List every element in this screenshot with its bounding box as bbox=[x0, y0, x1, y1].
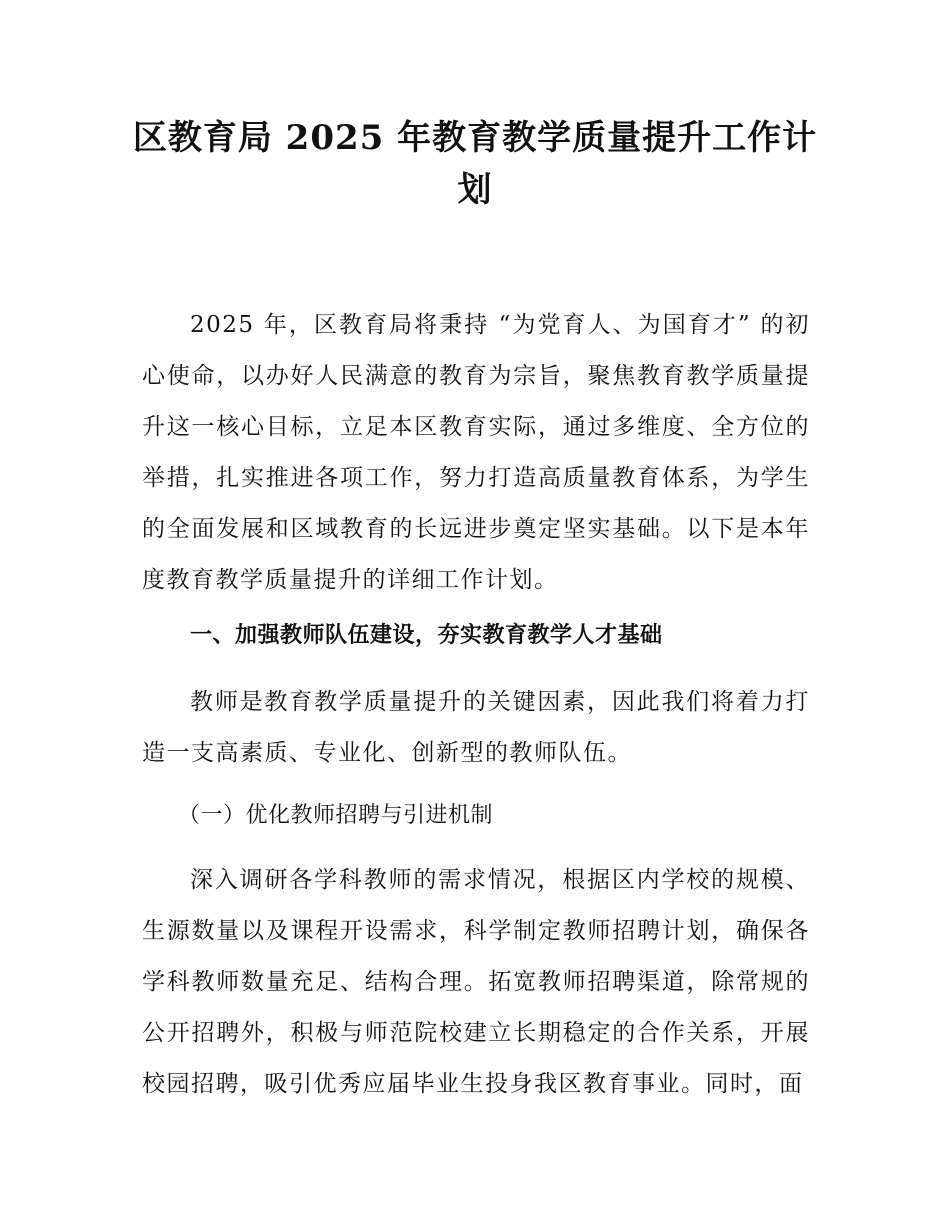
intro-paragraph: 2025 年，区教育局将秉持 “为党育人、为国育才” 的初心使命，以办好人民满意的教育为宗旨，聚焦教育教学质量提升这一核心目标，立足本区教育实际，通过多维度、全方位的举措，扎实推进各项工作，努力打造高质量教育体系，为学生的全面发展和区域教育的长远进步奠定坚实基础。以下是本年度教育教学质量提升的详细工作计划。 bbox=[142, 312, 810, 593]
section-paragraph: 教师是教育教学质量提升的关键因素，因此我们将着力打造一支高素质、专业化、创新型的教师队伍。 bbox=[142, 689, 810, 766]
subsection-paragraph: 深入调研各学科教师的需求情况，根据区内学校的规模、生源数量以及课程开设需求，科学制定教师招聘计划，确保各学科教师数量充足、结构合理。拓宽教师招聘渠道，除常规的公开招聘外，积极与师范院校建立长期稳定的合作关系，开展校园招聘，吸引优秀应届毕业生投身我区教育事业。同时，面 bbox=[142, 867, 810, 1097]
section-heading: 一、加强教师队伍建设，夯实教育教学人才基础 bbox=[190, 623, 663, 648]
subsection-heading: （一）优化教师招聘与引进机制 bbox=[178, 803, 494, 828]
document-title: 区教育局 2025 年教育教学质量提升工作计划 bbox=[132, 118, 818, 210]
